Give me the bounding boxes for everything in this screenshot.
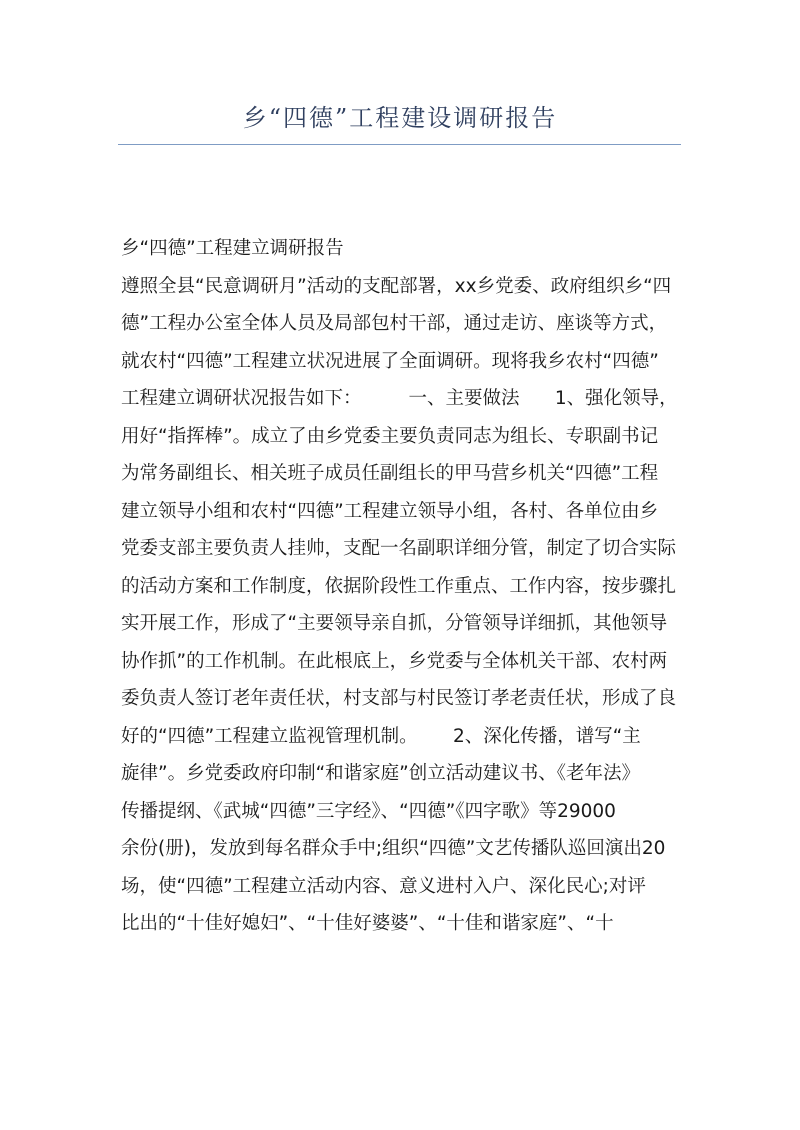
body-line: 工程建立调研状况报告如下： 一、主要做法 1、强化领导， — [121, 388, 678, 409]
body-line: 用好“指挥棒”。成立了由乡党委主要负责同志为组长、专职副书记 — [121, 425, 659, 447]
body-line: 比出的“十佳好媳妇”、“十佳好婆婆”、“十佳和谐家庭”、“十 — [121, 913, 614, 934]
document-title: 乡“四德”工程建设调研报告 — [242, 104, 558, 132]
body-line: 旋律”。乡党委政府印制“和谐家庭”创立活动建议书、《老年法》 — [121, 763, 641, 784]
body-line: 的活动方案和工作制度，依据阶段性工作重点、工作内容，按步骤扎 — [121, 575, 677, 597]
body-line: 为常务副组长、相关班子成员任副组长的甲马营乡机关“四德”工程 — [121, 463, 659, 484]
document-body — [121, 230, 691, 943]
body-line: 委负责人签订老年责任状，村支部与村民签订孝老责任状，形成了良 — [121, 688, 677, 709]
body-line: 好的“四德”工程建立监视管理机制。 2、深化传播，谱写“主 — [121, 725, 641, 747]
body-line: 就农村“四德”工程建立状况进展了全面调研。现将我乡农村“四德” — [121, 350, 659, 372]
body-line: 余份(册)，发放到每名群众手中;组织“四德”文艺传播队巡回演出20 — [121, 838, 666, 859]
body-line: 党委支部主要负责人挂帅，支配一名副职详细分管，制定了切合实际 — [121, 538, 677, 559]
body-line: 建立领导小组和农村“四德”工程建立领导小组，各村、各单位由乡 — [121, 500, 659, 522]
title-underline — [118, 144, 681, 145]
body-line: 实开展工作，形成了“主要领导亲自抓，分管领导详细抓，其他领导 — [121, 613, 668, 634]
body-line: 协作抓”的工作机制。在此根底上，乡党委与全体机关干部、农村两 — [121, 650, 668, 672]
body-line: 遵照全县“民意调研月”活动的支配部署，xx乡党委、政府组织乡“四 — [121, 275, 672, 297]
body-line: 德”工程办公室全体人员及局部包村干部，通过走访、座谈等方式， — [121, 313, 668, 334]
body-line: 场，使“四德”工程建立活动内容、意义进村入户、深化民心;对评 — [121, 875, 646, 897]
body-line: 传播提纲、《武城“四德”三字经》、“四德”《四字歌》等29000 — [121, 800, 616, 822]
document-subtitle: 乡“四德”工程建立调研报告 — [121, 238, 344, 259]
